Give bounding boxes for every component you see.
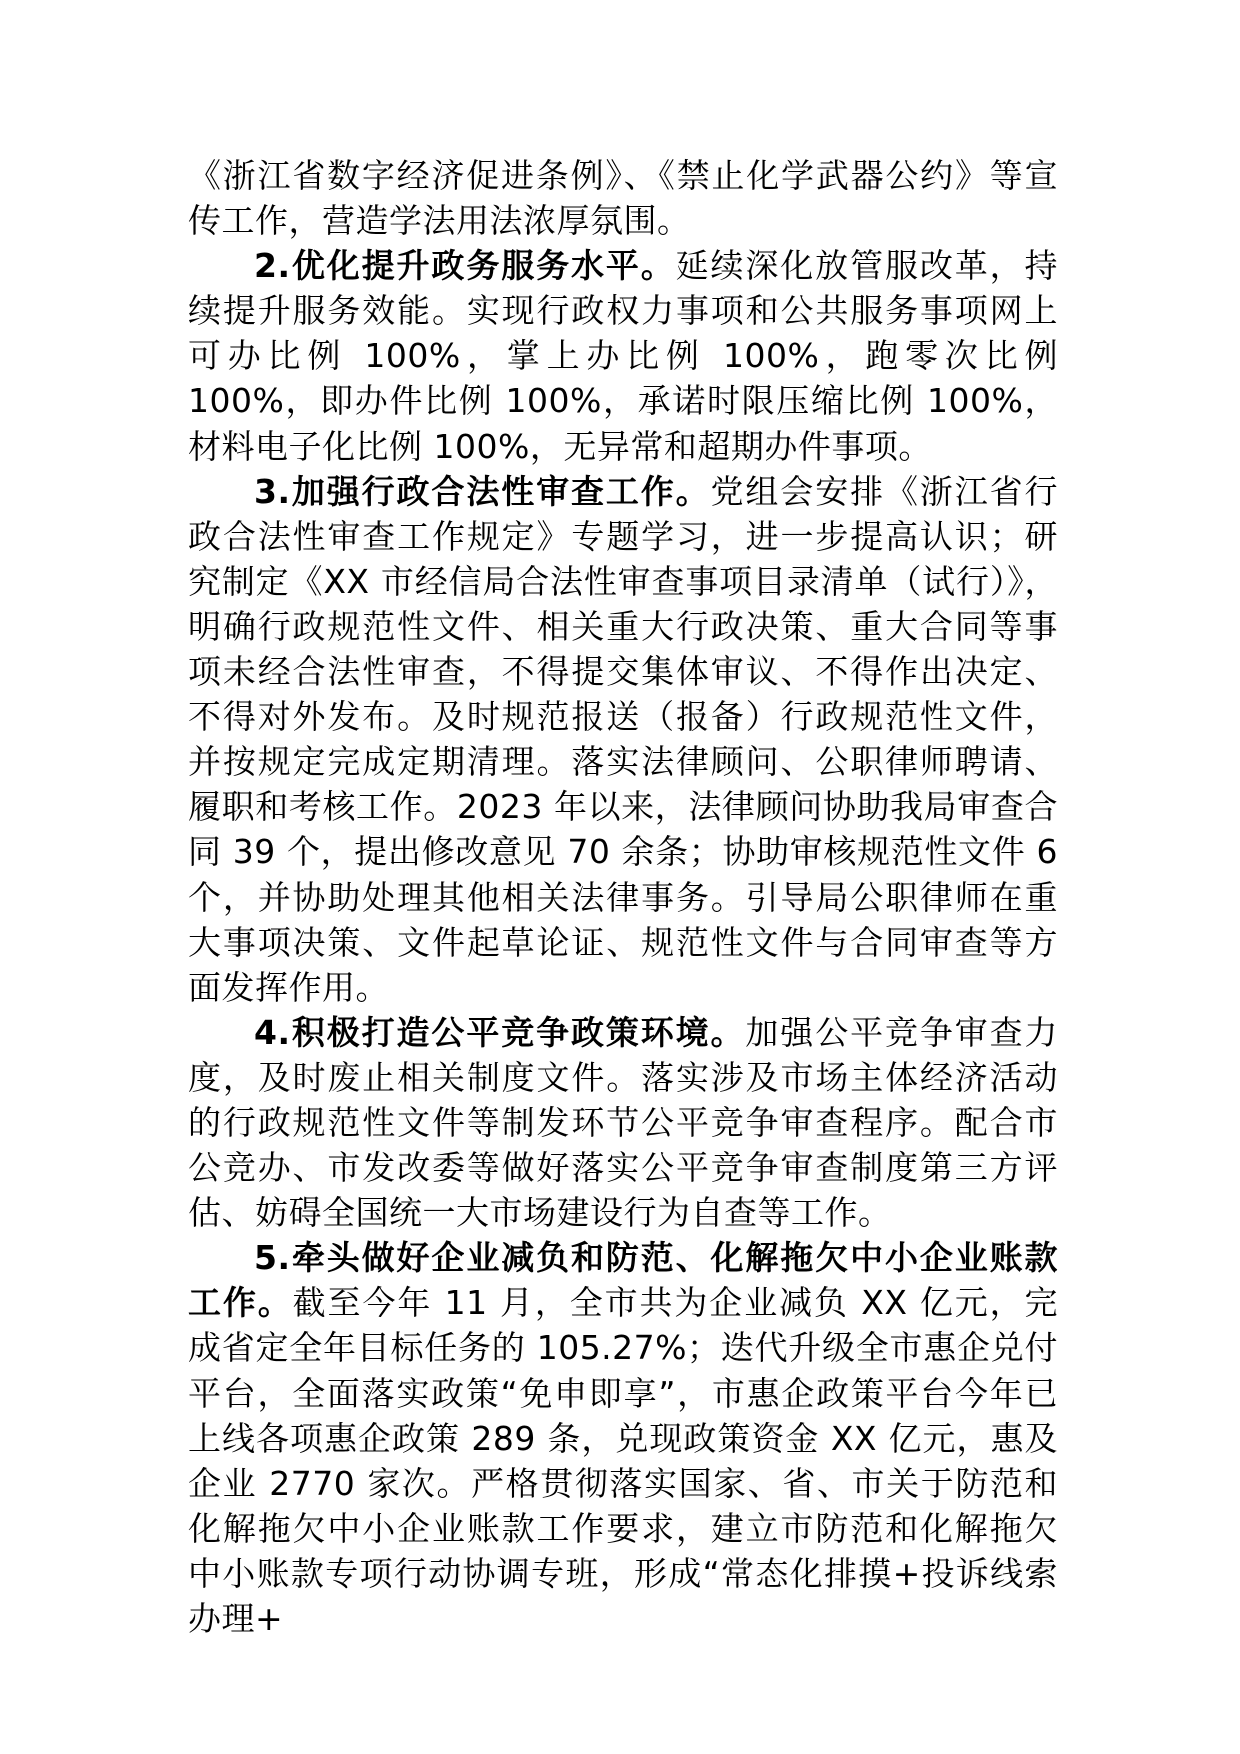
paragraph-burden-reduction [188,1235,1058,1641]
paragraph-legality-review [188,469,1058,1010]
paragraph-heading: 3.加强行政合法性审查工作。 [254,471,711,511]
paragraph-heading: 2.优化提升政务服务水平。 [254,246,676,286]
paragraph-fair-competition [188,1010,1058,1235]
paragraph-heading: 4.积极打造公平竞争政策环境。 [254,1012,746,1052]
paragraph-text: 加强公平竞争审查力度，及时废止相关制度文件。落实涉及市场主体经济活动的行政规范性文件等制发环节公平竞争审查程序。配合市公竞办、市发改委等做好落实公平竞争审查制度第三方评估、妨碍全国统一大市场建设行为自查等工作。 [188,1012,1059,1233]
paragraph-continuation [188,153,1058,243]
paragraph-text: 《浙江省数字经济促进条例》、《禁止化学武器公约》等宣传工作，营造学法用法浓厚氛围。 [188,156,1058,241]
paragraph-heading: 5.牵头做好企业减负和防范、化解拖欠中小企业账款工作。 [188,1238,1058,1323]
paragraph-text: 截至今年 11 月，全市共为企业减负 XX 亿元，完成省定全年目标任务的 105.27%；迭代升级全市惠企兑付平台，全面落实政策“免申即享”，市惠企政策平台今年已上线各项惠企政策 289 条，兑现政策资金 XX 亿元，惠及企业 2770 家次。严格贯彻落实国家、省、市关于防范和化解拖欠中小企业账款工作要求，建立市防范和化解拖欠中小账款专项行动协调专班，形成“常态化排摸+投诉线索办理+ [188,1283,1058,1638]
paragraph-text: 延续深化放管服改革，持续提升服务效能。实现行政权力事项和公共服务事项网上可办比例 100%，掌上办比例 100%，跑零次比例 100%，即办件比例 100%，承诺时限压缩比例 100%，材料电子化比例 100%，无异常和超期办件事项。 [188,246,1059,466]
document-body [188,153,1058,1641]
paragraph-government-services [188,243,1058,468]
paragraph-text: 党组会安排《浙江省行政合法性审查工作规定》专题学习，进一步提高认识；研究制定《XX 市经信局合法性审查事项目录清单（试行）》，明确行政规范性文件、相关重大行政决策、重大合同等事项未经合法性审查，不得提交集体审议、不得作出决定、不得对外发布。及时规范报送（报备）行政规范性文件，并按规定完成定期清理。落实法律顾问、公职律师聘请、履职和考核工作。2023 年以来，法律顾问协助我局审查合同 39 个，提出修改意见 70 余条；协助审核规范性文件 6 个，并协助处理其他相关法律事务。引导局公职律师在重大事项决策、文件起草论证、规范性文件与合同审查等方面发挥作用。 [188,471,1059,1007]
